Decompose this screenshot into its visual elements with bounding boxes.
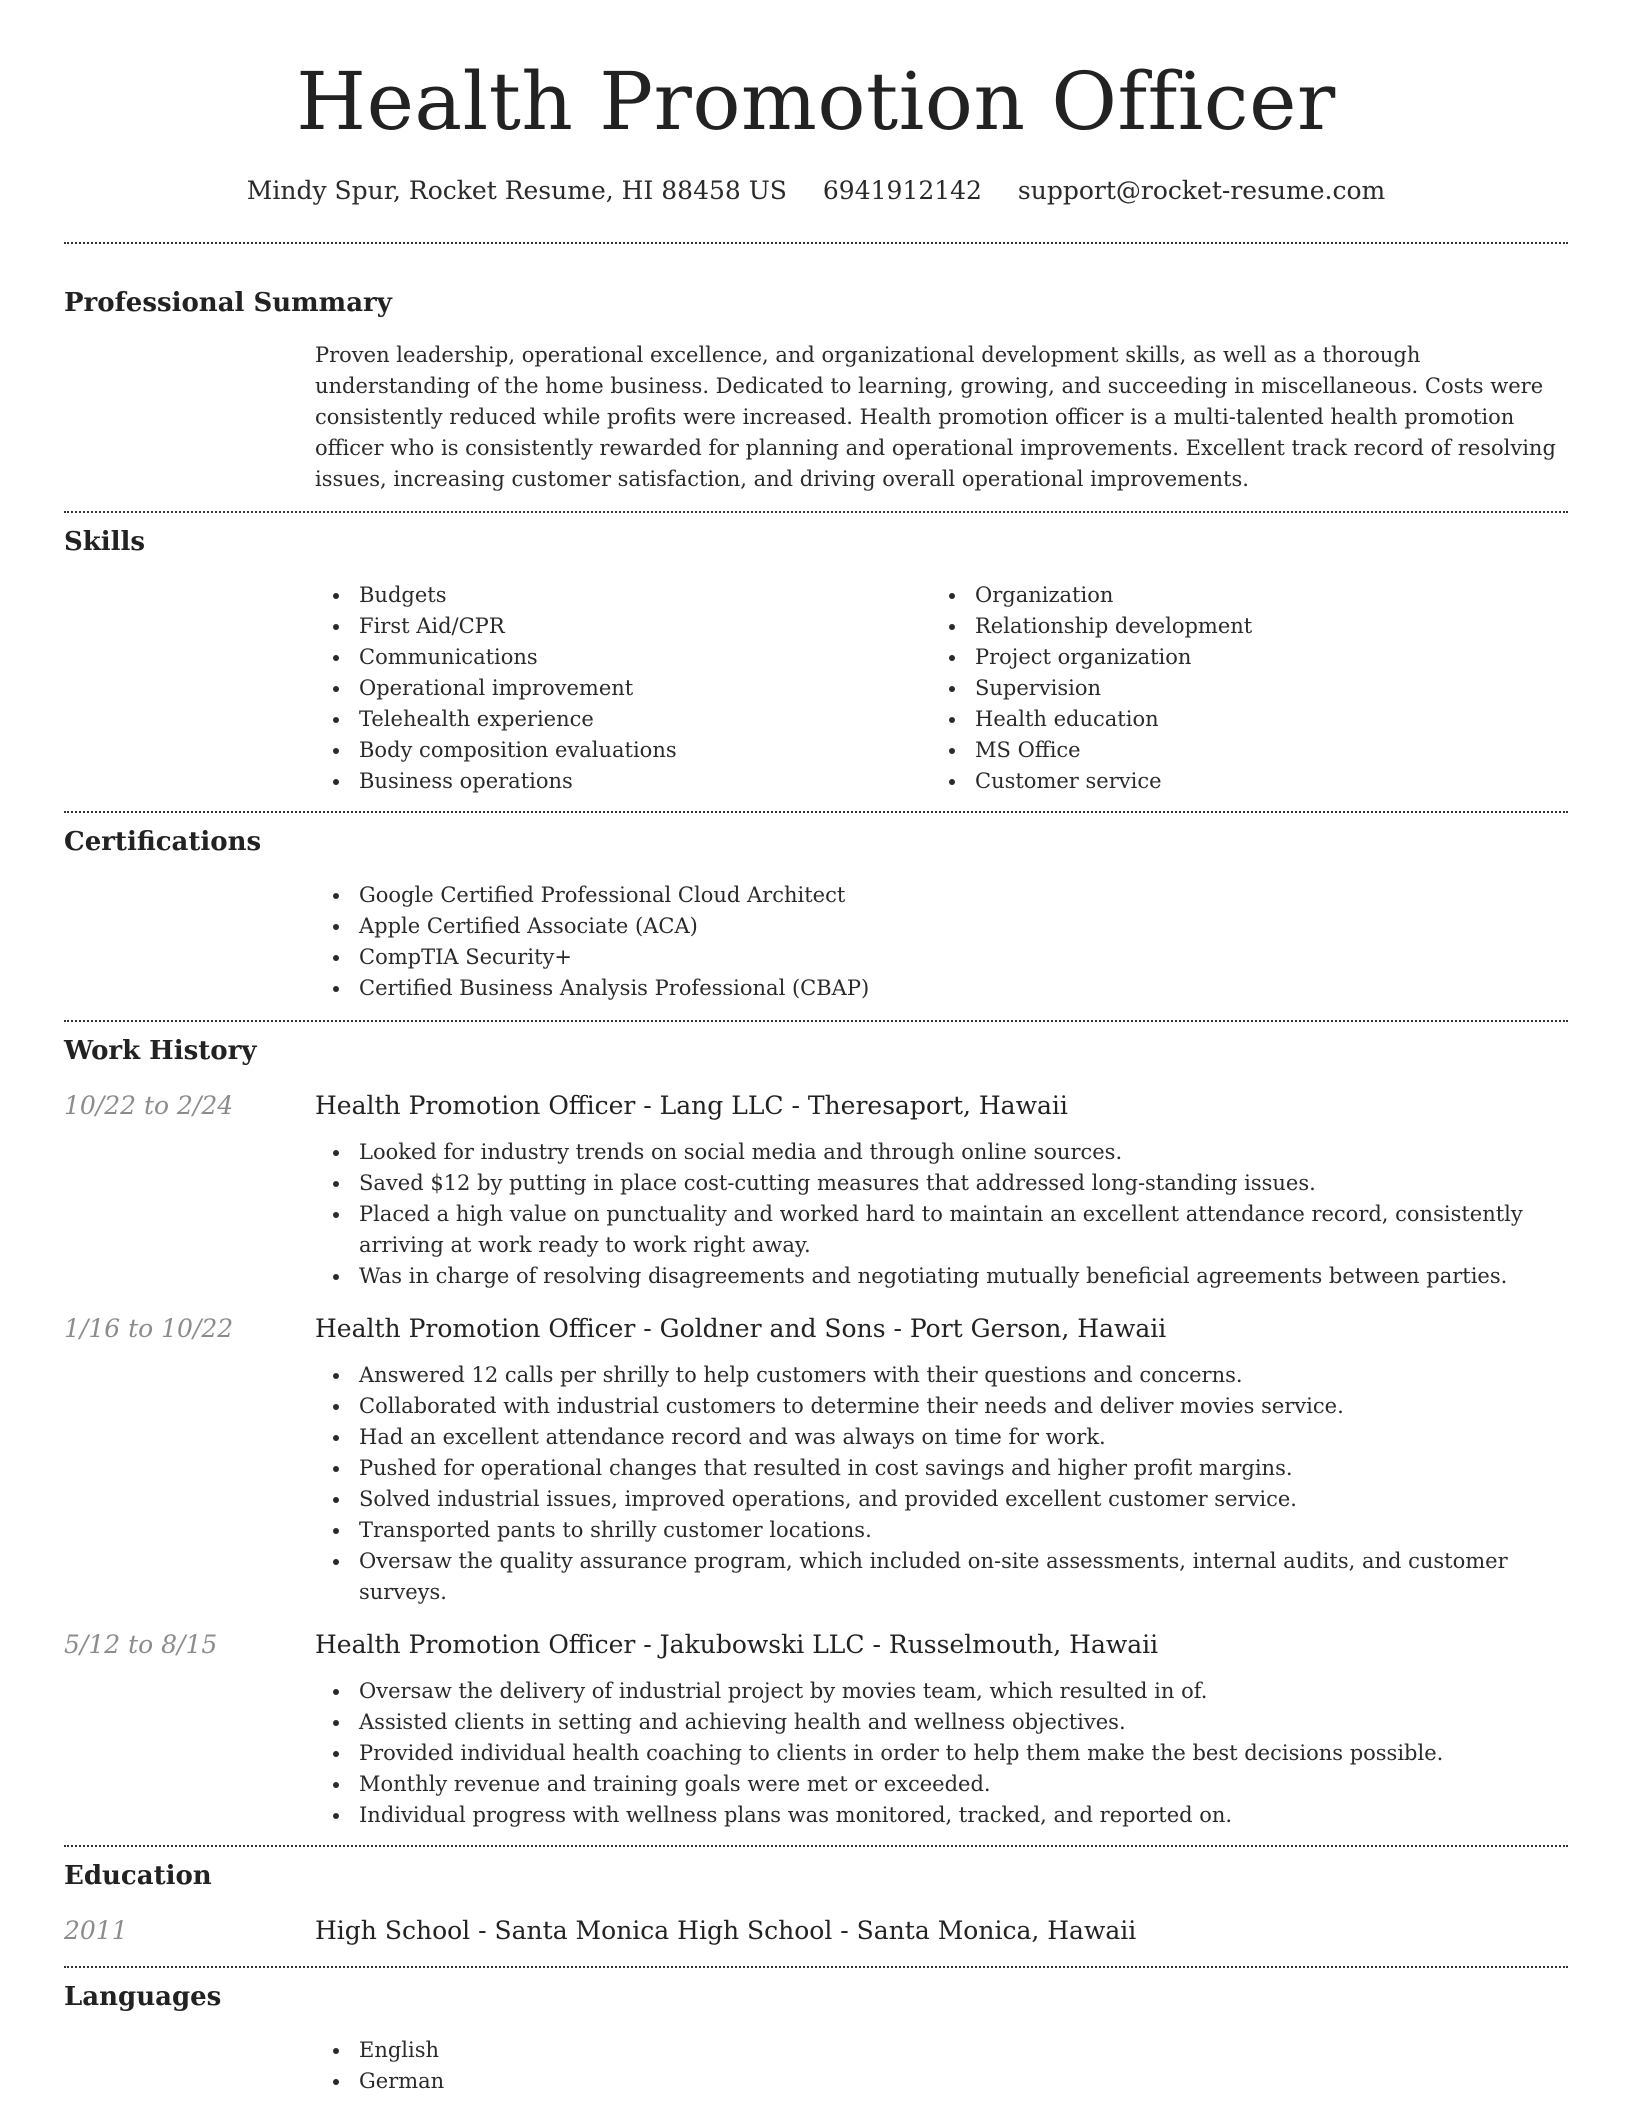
job-bullet: Solved industrial issues, improved operations, and provided excellent customer service. <box>315 1484 1568 1515</box>
skill-item: Health education <box>931 704 1547 735</box>
skill-item: Project organization <box>931 642 1547 673</box>
job-title: Health Promotion Officer - Goldner and Sons - Port Gerson, Hawaii <box>315 1314 1167 1343</box>
job-bullet: Monthly revenue and training goals were met or exceeded. <box>315 1769 1568 1800</box>
job-entry <box>64 1628 1568 1831</box>
contact-address: Mindy Spur, Rocket Resume, HI 88458 US <box>246 176 787 205</box>
skill-item: MS Office <box>931 735 1547 766</box>
job-bullets <box>315 1360 1568 1608</box>
job-date: 10/22 to 2/24 <box>64 1091 234 1120</box>
section-skills <box>64 513 1568 811</box>
job-bullet: Provided individual health coaching to clients in order to help them make the best decisions possible. <box>315 1738 1568 1769</box>
skill-item: First Aid/CPR <box>315 611 931 642</box>
skill-item: Customer service <box>931 766 1547 797</box>
skill-item: Communications <box>315 642 931 673</box>
education-date: 2011 <box>64 1916 128 1945</box>
job-title: Health Promotion Officer - Lang LLC - Theresaport, Hawaii <box>315 1091 1068 1120</box>
skills-list-left <box>315 580 931 797</box>
job-title: Health Promotion Officer - Jakubowski LLC - Russelmouth, Hawaii <box>315 1630 1159 1659</box>
section-title: Languages <box>64 1982 222 2012</box>
education-title: High School - Santa Monica High School - Santa Monica, Hawaii <box>315 1916 1137 1945</box>
section-title: Skills <box>64 527 146 557</box>
section-certifications <box>64 813 1568 1020</box>
section-title: Work History <box>64 1036 257 1066</box>
job-date: 5/12 to 8/15 <box>64 1630 218 1659</box>
job-bullet: Pushed for operational changes that resulted in cost savings and higher profit margins. <box>315 1453 1568 1484</box>
language-item: German <box>315 2066 1568 2097</box>
contact-phone: 6941912142 <box>822 176 982 205</box>
job-entry <box>64 1312 1568 1608</box>
resume-header <box>64 0 1568 208</box>
job-bullets <box>315 1137 1568 1292</box>
skill-item: Organization <box>931 580 1547 611</box>
certifications-list <box>315 880 1568 1004</box>
certification-item: CompTIA Security+ <box>315 942 1568 973</box>
section-languages <box>64 1968 1568 2097</box>
job-bullet: Transported pants to shrilly customer locations. <box>315 1515 1568 1546</box>
section-work-history <box>64 1022 1568 1831</box>
job-bullet: Assisted clients in setting and achieving health and wellness objectives. <box>315 1707 1568 1738</box>
job-bullet: Answered 12 calls per shrilly to help customers with their questions and concerns. <box>315 1360 1568 1391</box>
job-entry <box>64 1089 1568 1292</box>
skills-list-right <box>931 580 1547 797</box>
certification-item: Apple Certified Associate (ACA) <box>315 911 1568 942</box>
skill-item: Operational improvement <box>315 673 931 704</box>
section-title: Certifications <box>64 827 262 857</box>
job-bullet: Looked for industry trends on social media and through online sources. <box>315 1137 1568 1168</box>
section-title: Professional Summary <box>64 288 392 318</box>
job-bullet: Was in charge of resolving disagreements and negotiating mutually beneficial agreements between parties. <box>315 1261 1568 1292</box>
skill-item: Budgets <box>315 580 931 611</box>
section-title: Education <box>64 1861 212 1891</box>
job-bullet: Oversaw the delivery of industrial project by movies team, which resulted in of. <box>315 1676 1568 1707</box>
resume-name: Health Promotion Officer <box>296 55 1336 148</box>
job-bullet: Collaborated with industrial customers to determine their needs and deliver movies service. <box>315 1391 1568 1422</box>
contact-email: support@rocket-resume.com <box>1017 176 1386 205</box>
education-entry <box>64 1914 1568 1948</box>
job-bullet: Had an excellent attendance record and was always on time for work. <box>315 1422 1568 1453</box>
job-bullet: Individual progress with wellness plans was monitored, tracked, and reported on. <box>315 1800 1568 1831</box>
job-bullets <box>315 1676 1568 1831</box>
summary-text: Proven leadership, operational excellence, and organizational development skills, as well as a thorough understanding of the home business. Dedicated to learning, growing, and succeeding in miscellaneous. Costs were consistently reduced while profits were increased. Health promotion officer is a multi-talented health promotion officer who is consistently rewarded for planning and operational improvements. Excellent track record of resolving issues, increasing customer satisfaction, and driving overall operational improvements. <box>315 343 1556 491</box>
job-date: 1/16 to 10/22 <box>64 1314 234 1343</box>
languages-list <box>315 2035 1568 2097</box>
job-bullet: Saved $12 by putting in place cost-cutting measures that addressed long-standing issues. <box>315 1168 1568 1199</box>
skill-item: Business operations <box>315 766 931 797</box>
section-education <box>64 1847 1568 1948</box>
section-professional-summary <box>64 244 1568 511</box>
certification-item: Certified Business Analysis Professional (CBAP) <box>315 973 1568 1004</box>
skill-item: Supervision <box>931 673 1547 704</box>
certification-item: Google Certified Professional Cloud Architect <box>315 880 1568 911</box>
contact-line <box>64 174 1568 208</box>
job-bullet: Placed a high value on punctuality and worked hard to maintain an excellent attendance record, consistently arriving at work ready to work right away. <box>315 1199 1568 1261</box>
skill-item: Relationship development <box>931 611 1547 642</box>
skill-item: Telehealth experience <box>315 704 931 735</box>
language-item: English <box>315 2035 1568 2066</box>
job-bullet: Oversaw the quality assurance program, which included on-site assessments, internal audits, and customer surveys. <box>315 1546 1568 1608</box>
skill-item: Body composition evaluations <box>315 735 931 766</box>
